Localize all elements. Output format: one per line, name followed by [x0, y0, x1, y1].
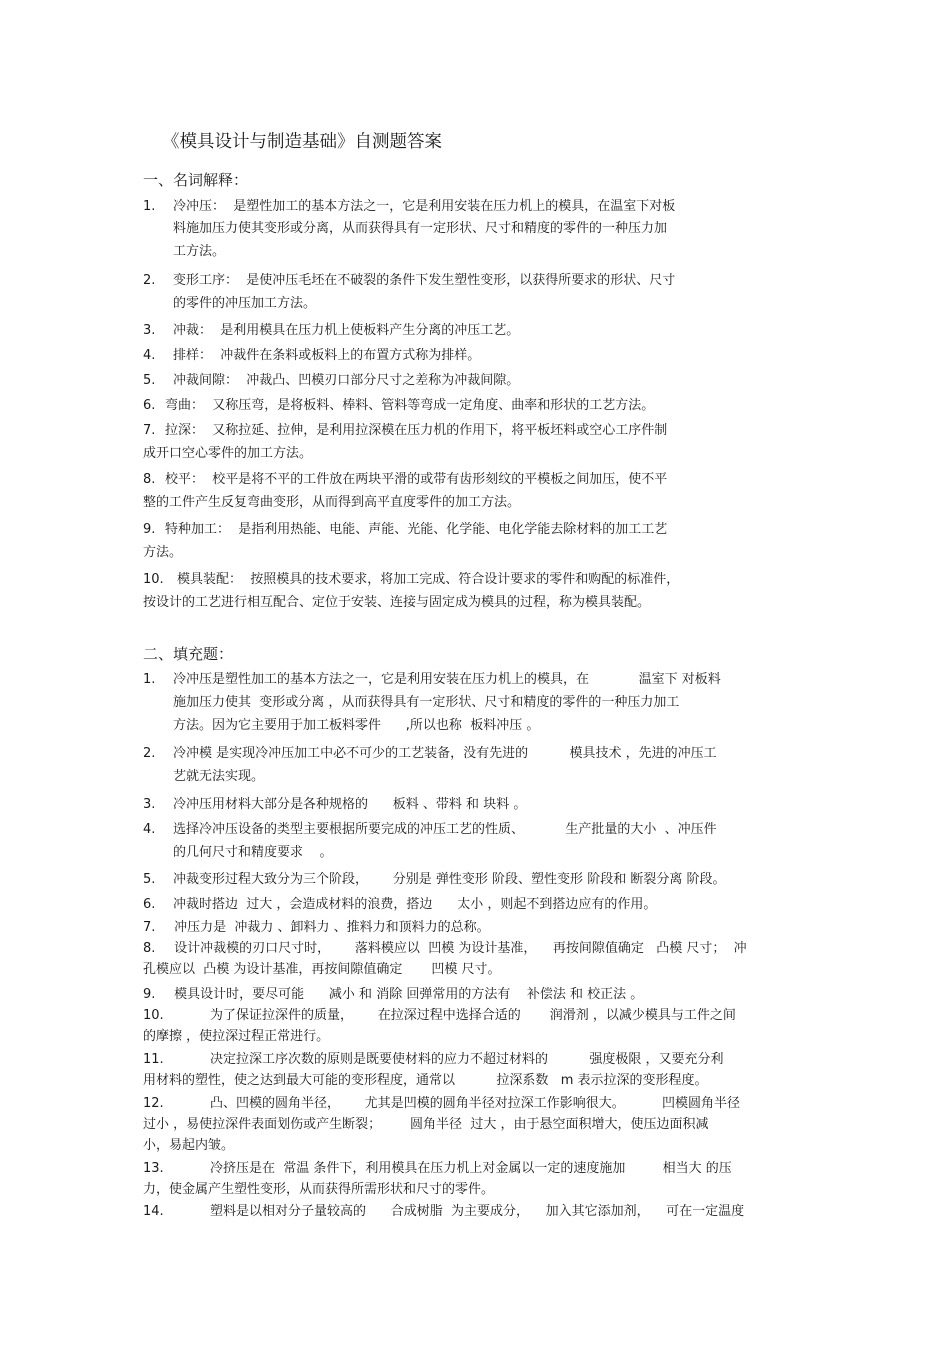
item-number: 1. [143, 672, 156, 687]
item-number: 1. [143, 199, 156, 214]
item-line: 冷冲压： 是塑性加工的基本方法之一，它是利用安装在压力机上的模具，在温室下对板 [173, 199, 676, 214]
item-line: 特种加工： 是指利用热能、电能、声能、光能、化学能、电化学能去除材料的加工工艺 [165, 522, 668, 537]
item-line: 塑料是以相对分子量较高的 合成树脂 为主要成分， 加入其它添加剂， 可在一定温度 [210, 1204, 745, 1219]
item-line: 的零件的冲压加工方法。 [173, 296, 317, 311]
item-line: 模具设计时，要尽可能 减小 和 消除 回弹常用的方法有 补偿法 和 校正法 。 [170, 987, 644, 1002]
item-line: 冷挤压是在 常温 条件下，利用模具在压力机上对金属以一定的速度施加 相当大 的压 [210, 1161, 732, 1176]
item-number: 10. [143, 572, 164, 587]
item-number: 8. [143, 941, 156, 956]
item-line: 按设计的工艺进行相互配合、定位于安装、连接与固定成为模具的过程，称为模具装配。 [143, 595, 651, 610]
item-line: 艺就无法实现。 [173, 769, 265, 784]
item-line: 方法。 [143, 545, 183, 560]
item-number: 3. [143, 797, 156, 812]
item-number: 9. [143, 522, 156, 537]
item-line: 校平： 校平是将不平的工件放在两块平滑的或带有齿形刻纹的平模板之间加压，使不平 [165, 472, 668, 487]
item-number: 14. [143, 1204, 164, 1219]
item-line: 冲裁： 是利用模具在压力机上使板料产生分离的冲压工艺。 [173, 323, 520, 338]
item-line: 料施加压力使其变形或分离，从而获得具有一定形状、尺寸和精度的零件的一种压力加 [173, 221, 668, 236]
item-number: 7. [143, 423, 156, 438]
item-line: 冷冲模 是实现冷冲压加工中必不可少的工艺装备，没有先进的 模具技术 ，先进的冲压工 [173, 746, 717, 761]
item-line: 为了保证拉深件的质量， 在拉深过程中选择合适的 润滑剂 ，以减少模具与工件之间 [210, 1008, 736, 1023]
item-line: 施加压力使其 变形或分离 ，从而获得具有一定形状、尺寸和精度的零件的一种压力加工 [173, 695, 680, 710]
item-number: 7. [143, 920, 156, 935]
section-heading-definitions: 一、名词解释： [143, 171, 249, 189]
item-number: 9. [143, 987, 156, 1002]
item-line: 力，使金属产生塑性变形，从而获得所需形状和尺寸的零件。 [143, 1182, 495, 1197]
item-line: 的摩擦 ，使拉深过程正常进行。 [143, 1029, 330, 1044]
document-title: 《模具设计与制造基础》自测题答案 [162, 132, 442, 152]
item-line: 冲裁变形过程大致分为三个阶段， 分别是 弹性变形 阶段、塑性变形 阶段和 断裂分离 阶段。 [173, 872, 726, 887]
item-line: 的几何尺寸和精度要求 。 [173, 845, 333, 860]
item-number: 5. [143, 872, 156, 887]
item-line: 小，易起内皱。 [143, 1138, 235, 1153]
item-number: 4. [143, 348, 156, 363]
item-line: 孔模应以 凸模 为设计基准，再按间隙值确定 凹模 尺寸。 [143, 962, 501, 977]
item-number: 6. [143, 398, 156, 413]
item-line: 变形工序： 是使冲压毛坯在不破裂的条件下发生塑性变形，以获得所要求的形状、尺寸 [173, 273, 676, 288]
item-line: 冷冲压是塑性加工的基本方法之一，它是利用安装在压力机上的模具，在 温室下 对板料 [173, 672, 721, 687]
item-line: 设计冲裁模的刃口尺寸时， 落料模应以 凹模 为设计基准， 再按间隙值确定 凸模 尺寸； 冲 [170, 941, 747, 956]
item-number: 11. [143, 1052, 164, 1067]
item-line: 排样： 冲裁件在条料或板料上的布置方式称为排样。 [173, 348, 481, 363]
item-number: 2. [143, 746, 156, 761]
item-line: 用材料的塑性，使之达到最大可能的变形程度，通常以 拉深系数 m 表示拉深的变形程度。 [143, 1073, 708, 1088]
item-line: 整的工件产生反复弯曲变形，从而得到高平直度零件的加工方法。 [143, 495, 521, 510]
item-line: 冲裁间隙： 冲裁凸、凹模刃口部分尺寸之差称为冲裁间隙。 [173, 373, 520, 388]
item-line: 过小 ，易使拉深件表面划伤或产生断裂； 圆角半径 过大 ，由于悬空面积增大，使压边面积减 [143, 1117, 709, 1132]
item-line: 拉深： 又称拉延、拉伸，是利用拉深模在压力机的作用下，将平板坯料或空心工序件制 [165, 423, 668, 438]
item-number: 4. [143, 822, 156, 837]
item-number: 5. [143, 373, 156, 388]
item-line: 弯曲： 又称压弯，是将板料、棒料、管料等弯成一定角度、曲率和形状的工艺方法。 [165, 398, 655, 413]
item-line: 选择冷冲压设备的类型主要根据所要完成的冲压工艺的性质、 生产批量的大小 、冲压件 [173, 822, 717, 837]
item-number: 6. [143, 897, 156, 912]
item-line: 决定拉深工序次数的原则是既要使材料的应力不超过材料的 强度极限 ，又要充分利 [210, 1052, 724, 1067]
item-number: 13. [143, 1161, 164, 1176]
item-line: 冲裁时搭边 过大 ，会造成材料的浪费，搭边 太小 ，则起不到搭边应有的作用。 [173, 897, 657, 912]
item-line: 工方法。 [173, 244, 226, 259]
item-number: 12. [143, 1096, 164, 1111]
item-number: 10. [143, 1008, 164, 1023]
item-line: 模具装配： 按照模具的技术要求，将加工完成、符合设计要求的零件和购配的标准件， [177, 572, 680, 587]
item-line: 冲压力是 冲裁力 、卸料力 、推料力和顶料力的总称。 [170, 920, 490, 935]
item-line: 方法。因为它主要用于加工板料零件 ,所以也称 板料冲压 。 [173, 718, 540, 733]
item-number: 8. [143, 472, 156, 487]
item-number: 2. [143, 273, 156, 288]
item-number: 3. [143, 323, 156, 338]
item-line: 成开口空心零件的加工方法。 [143, 446, 313, 461]
section-heading-fill-in: 二、填充题： [143, 645, 234, 663]
item-line: 凸、凹模的圆角半径， 尤其是凹模的圆角半径对拉深工作影响很大。 凹模圆角半径 [210, 1096, 740, 1111]
item-line: 冷冲压用材料大部分是各种规格的 板料 、带料 和 块料 。 [173, 797, 527, 812]
